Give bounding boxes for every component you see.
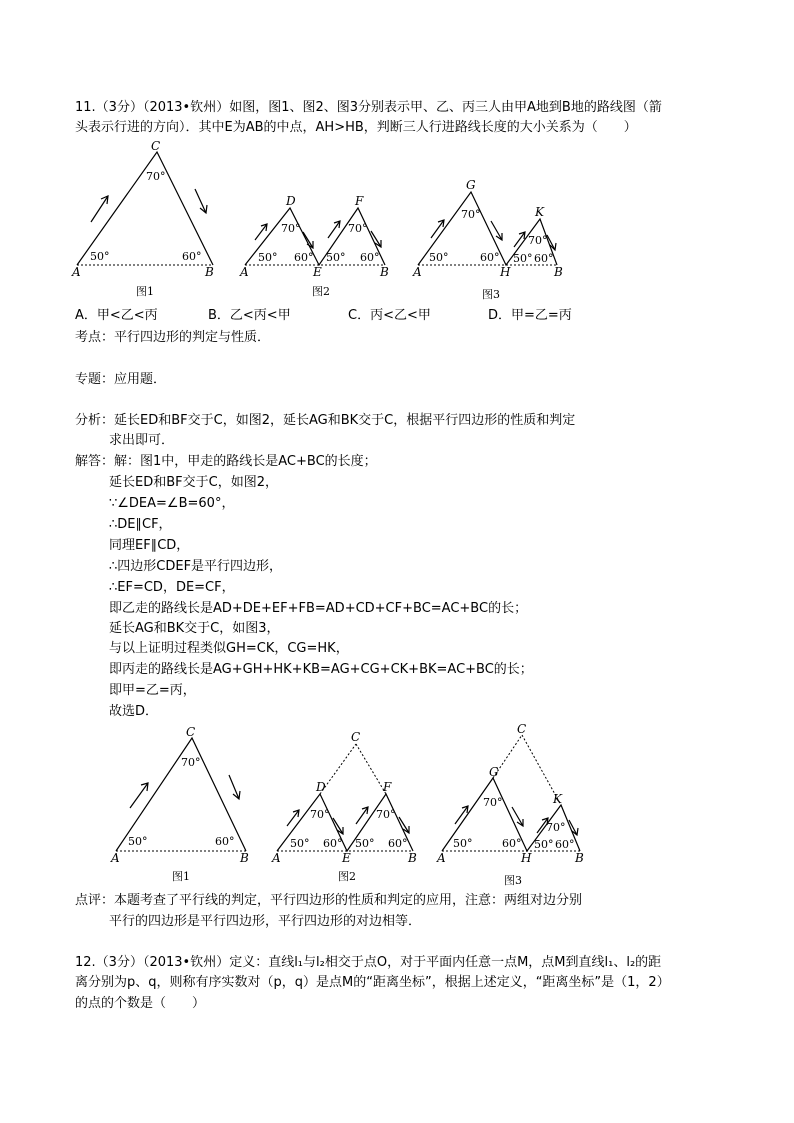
jieda-line: 即甲=乙=丙， — [109, 683, 196, 698]
angle-label: 60° — [182, 250, 202, 263]
fig2-label-A: A — [240, 265, 249, 279]
angle-label: 50° — [429, 251, 449, 264]
jieda-line: 即丙走的路线长是AG+GH+HK+KB=AG+CG+CK+BK=AC+BC的长； — [109, 662, 533, 677]
angle-label: 70° — [181, 756, 201, 769]
angle-label: 60° — [534, 252, 554, 265]
fig2b-label-C: C — [351, 730, 361, 744]
fenxi-line2: 求出即可． — [109, 433, 175, 448]
angle-label: 70° — [528, 234, 548, 247]
fig2-label-D: D — [286, 194, 296, 208]
fig3b-label-H: H — [521, 851, 532, 865]
angle-label: 60° — [294, 251, 314, 264]
fig3b-label-B: B — [575, 851, 584, 865]
jieda-line: ∴DE∥CF， — [109, 517, 172, 532]
angle-label: 70° — [483, 796, 503, 809]
jieda-line: 延长ED和BF交于C，如图2， — [109, 475, 278, 490]
fig3b-label-A: A — [437, 851, 446, 865]
fig1-caption: 图1 — [136, 285, 154, 298]
angle-label: 70° — [146, 170, 166, 183]
angle-label: 50° — [90, 250, 110, 263]
option-d: D．甲=乙=丙 — [488, 308, 572, 323]
fenxi-line1: 分析：延长ED和BF交于C，如图2，延长AG和BK交于C，根据平行四边形的性质和判定 — [75, 413, 576, 428]
fig1b-label-C: C — [186, 725, 196, 739]
angle-label: 50° — [513, 252, 533, 265]
q12-line2: 离分别为p、q，则称有序实数对（p，q）是点M的“距离坐标”，根据上述定义，“距离坐标”是（1，2） — [75, 975, 670, 990]
fig2b-caption: 图2 — [338, 870, 356, 883]
angle-label: 60° — [502, 837, 522, 850]
fig1b-label-B: B — [240, 851, 249, 865]
fig1b-caption: 图1 — [172, 870, 190, 883]
fig3b-caption: 图3 — [504, 874, 522, 887]
jieda-line: 故选D． — [109, 704, 159, 719]
q12-line3: 的点的个数是（ ） — [75, 996, 206, 1011]
jieda-line: ∴四边形CDEF是平行四边形， — [109, 559, 283, 574]
kaodian: 考点：平行四边形的判定与性质． — [75, 330, 271, 345]
fig3b-label-K: K — [553, 792, 562, 806]
fig3b-label-G: G — [489, 765, 499, 779]
angle-label: 50° — [258, 251, 278, 264]
fig3-label-K: K — [535, 205, 544, 219]
jieda-line: 延长AG和BK交于C，如图3， — [109, 621, 280, 636]
angle-label: 60° — [388, 837, 408, 850]
fig3-caption: 图3 — [482, 288, 500, 301]
fig2-label-F: F — [355, 194, 364, 208]
q11-figures-top — [60, 136, 580, 306]
fig1b-label-A: A — [111, 851, 120, 865]
jieda-line: 即乙走的路线长是AD+DE+EF+FB=AD+CD+CF+BC=AC+BC的长； — [109, 601, 528, 616]
fig3-label-H: H — [500, 265, 511, 279]
angle-label: 60° — [215, 835, 235, 848]
q11-stem-line2: 头表示行进的方向）．其中E为AB的中点，AH>HB，判断三人行进路线长度的大小关系为（ ） — [75, 120, 637, 135]
option-a: A．甲<乙<丙 — [75, 308, 158, 323]
fig1-label-C: C — [151, 139, 161, 153]
dianping-line2: 平行的四边形是平行四边形，平行四边形的对边相等． — [109, 914, 422, 929]
q11-stem-line1: 11.（3分）（2013•钦州）如图，图1、图2、图3分别表示甲、乙、丙三人由甲A地到B地的路线图（箭 — [75, 100, 662, 115]
fig3b-label-C: C — [517, 722, 527, 736]
fig3-label-A: A — [413, 265, 422, 279]
angle-label: 50° — [326, 251, 346, 264]
option-b: B．乙<丙<甲 — [208, 308, 291, 323]
angle-label: 70° — [376, 808, 396, 821]
angle-label: 50° — [355, 837, 375, 850]
angle-label: 70° — [461, 208, 481, 221]
angle-label: 60° — [480, 251, 500, 264]
angle-label: 50° — [453, 837, 473, 850]
angle-label: 70° — [348, 222, 368, 235]
jieda-line: 解答：解：图1中，甲走的路线长是AC+BC的长度； — [75, 454, 377, 469]
jieda-line: ∵∠DEA=∠B=60°， — [109, 496, 235, 511]
angle-label: 50° — [534, 838, 554, 851]
fig2-label-E: E — [313, 265, 322, 279]
angle-label: 50° — [128, 835, 148, 848]
fig3-label-G: G — [466, 178, 476, 192]
angle-label: 60° — [323, 837, 343, 850]
angle-label: 60° — [360, 251, 380, 264]
angle-label: 70° — [281, 222, 301, 235]
jieda-line: ∴EF=CD，DE=CF， — [109, 580, 235, 595]
angle-label: 70° — [546, 821, 566, 834]
dianping-line1: 点评：本题考查了平行线的判定，平行四边形的性质和判定的应用，注意：两组对边分别 — [75, 893, 583, 908]
q12-line1: 12.（3分）（2013•钦州）定义：直线l₁与l₂相交于点O，对于平面内任意一点M，点M到直线l₁、l₂的距 — [75, 955, 662, 970]
fig2-caption: 图2 — [312, 285, 330, 298]
fig1-label-B: B — [205, 265, 214, 279]
zhuanti: 专题：应用题． — [75, 372, 167, 387]
angle-label: 60° — [555, 838, 575, 851]
fig1-path — [77, 152, 213, 265]
fig2b-label-A: A — [272, 851, 281, 865]
fig2b-label-E: E — [342, 851, 351, 865]
option-c: C．丙<乙<甲 — [348, 308, 431, 323]
jieda-line: 与以上证明过程类似GH=CK，CG=HK， — [109, 641, 349, 656]
angle-label: 50° — [290, 837, 310, 850]
jieda-line: 同理EF∥CD， — [109, 538, 190, 553]
fig2b-label-B: B — [408, 851, 417, 865]
q11-figures-bottom — [100, 718, 600, 890]
fig2-label-B: B — [380, 265, 389, 279]
angle-label: 70° — [310, 808, 330, 821]
fig2b-label-F: F — [383, 780, 392, 794]
fig3-label-B: B — [554, 265, 563, 279]
fig1-label-A: A — [72, 265, 81, 279]
fig2b-label-D: D — [316, 780, 326, 794]
